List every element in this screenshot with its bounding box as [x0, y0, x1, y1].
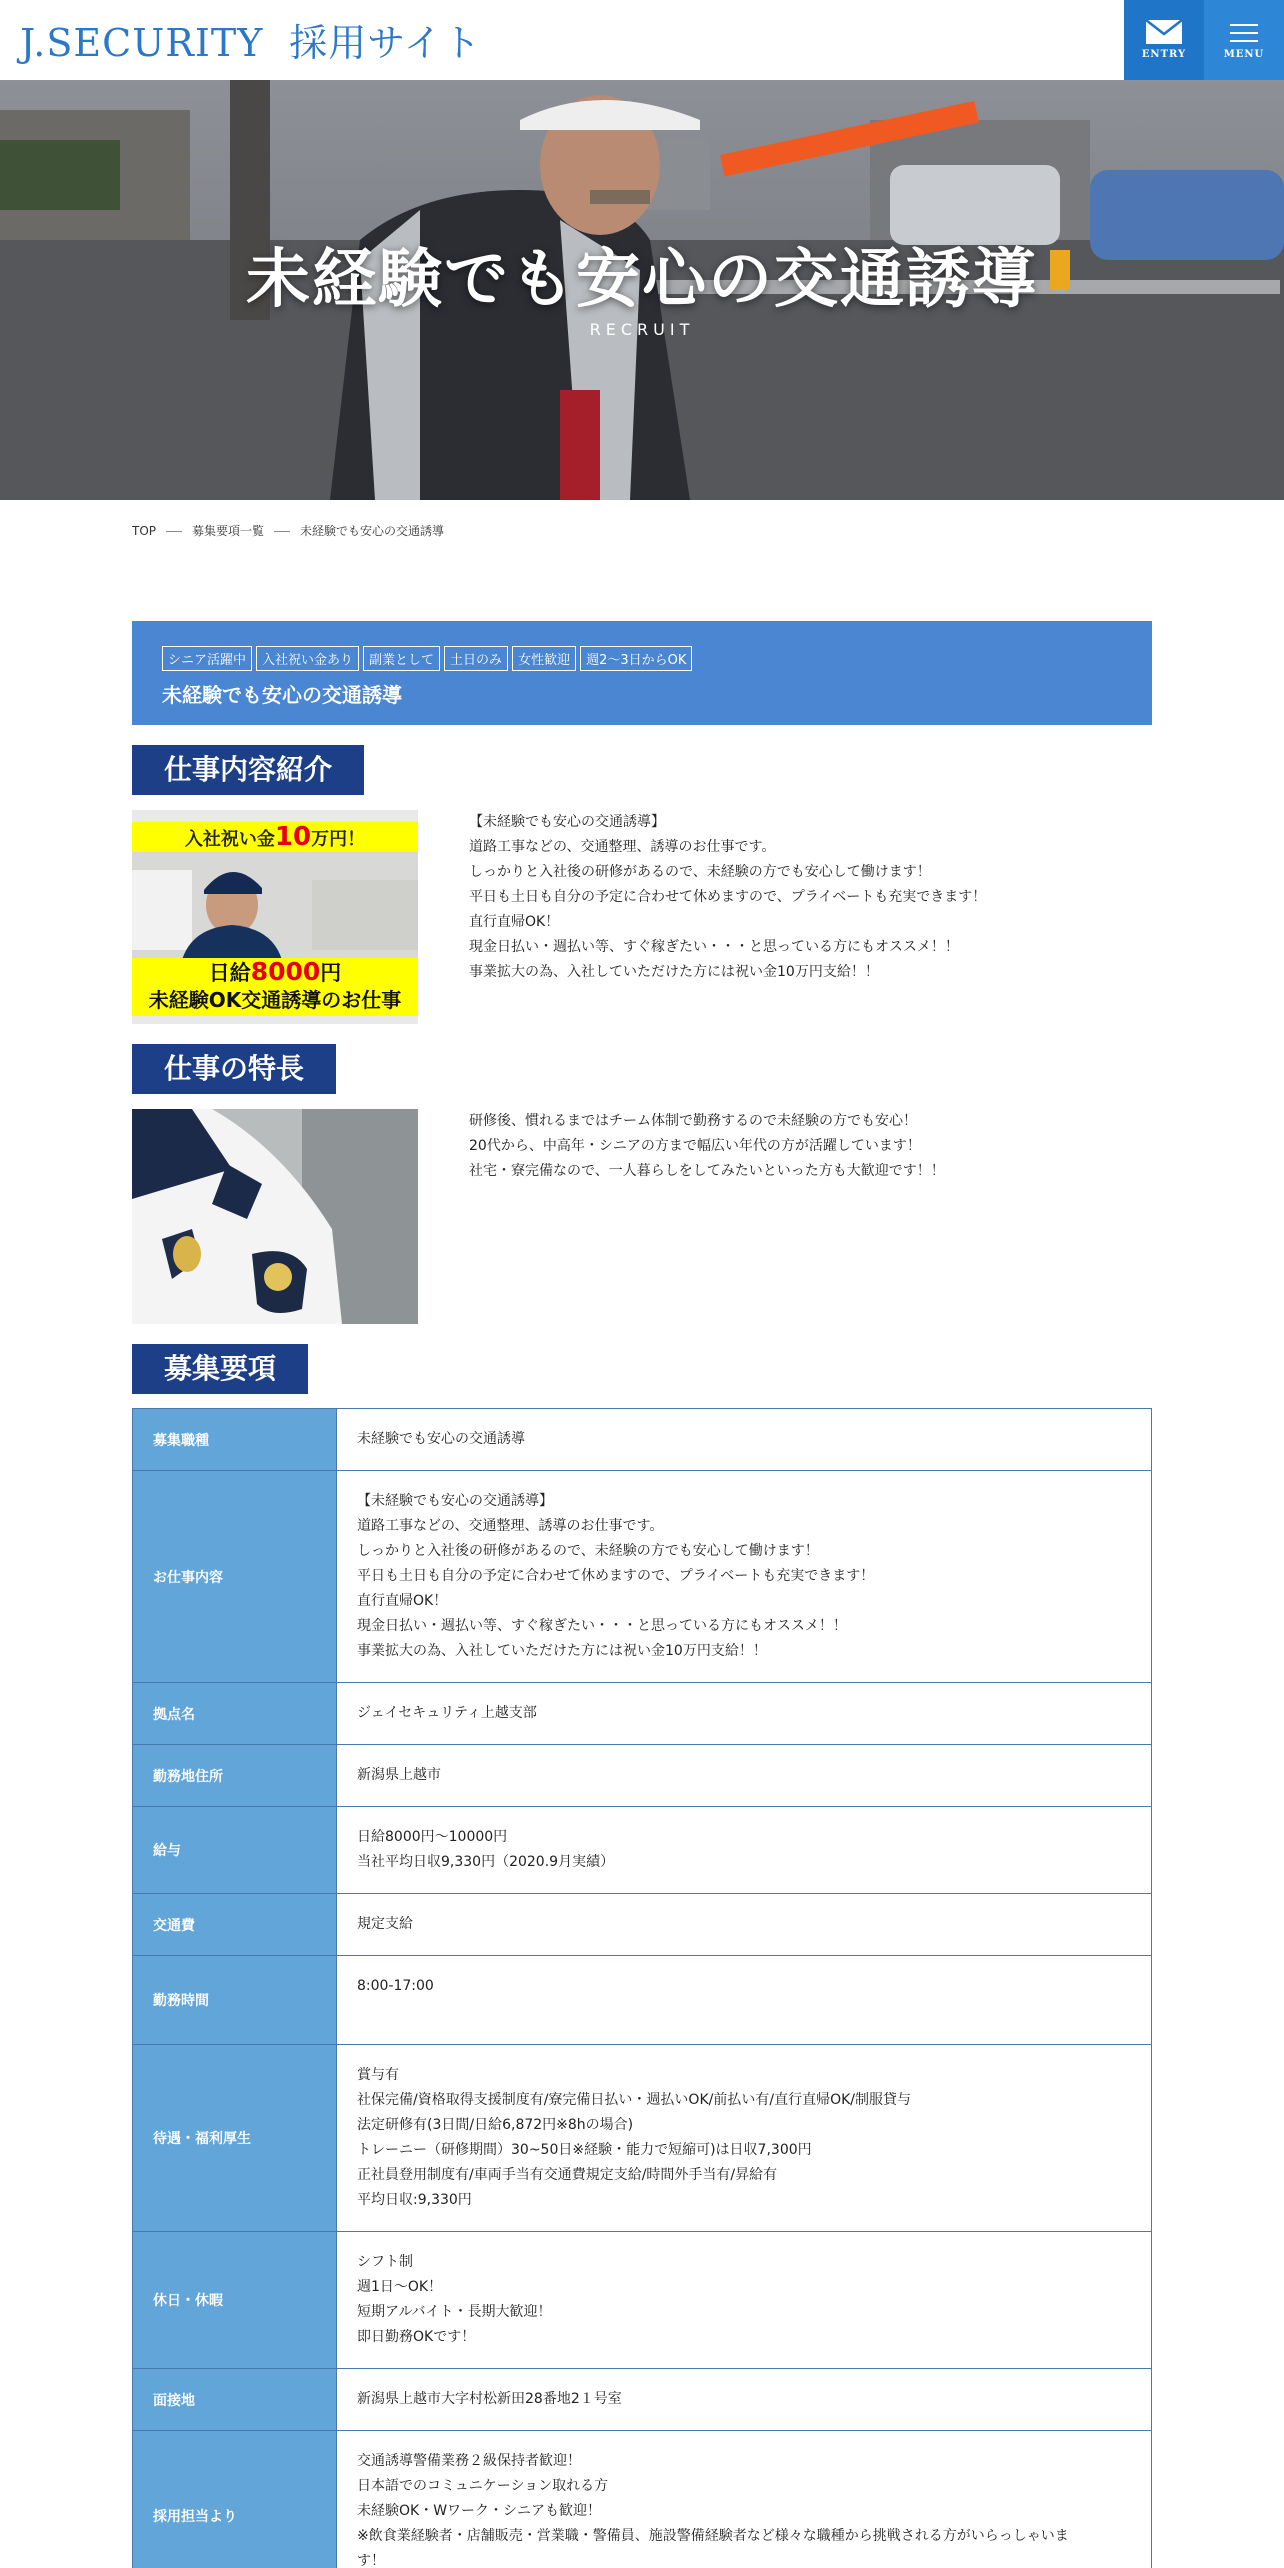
text-line: しっかりと入社後の研修があるので、未経験の方でも安心して働けます！ [469, 864, 931, 880]
text-line: 20代から、中高年・シニアの方まで幅広い年代の方が活躍しています！ [469, 1138, 921, 1154]
job-banner [132, 621, 1152, 725]
row-label: 勤務地住所 [133, 1745, 337, 1807]
value-line: 8:00-17:00 [357, 1978, 434, 1994]
value-line: しっかりと入社後の研修があるので、未経験の方でも安心して働けます！ [357, 1543, 819, 1559]
requirements-table [132, 1408, 1152, 2568]
value-line: 未経験でも安心の交通誘導 [357, 1431, 525, 1447]
value-line: 事業拡大の為、入社していただけた方には祝い金10万円支給！！ [357, 1643, 767, 1659]
uniform-photo [132, 1109, 418, 1324]
row-label: 拠点名 [133, 1683, 337, 1745]
breadcrumb-top[interactable]: TOP [132, 524, 157, 538]
job-tag: 土日のみ [444, 646, 508, 671]
menu-button[interactable] [1204, 0, 1284, 80]
value-line: 日本語でのコミュニケーション取れる方 [357, 2478, 609, 2494]
row-value [337, 2431, 1152, 2568]
value-line: 【未経験でも安心の交通誘導】 [357, 1493, 553, 1509]
row-value [337, 1807, 1152, 1894]
value-line: シフト制 [357, 2254, 413, 2270]
job-title: 未経験でも安心の交通誘導 [162, 683, 402, 707]
value-line: 法定研修有(3日間/日給6,872円※8hの場合) [357, 2117, 634, 2133]
row-label: 交通費 [133, 1894, 337, 1956]
hero-subtitle: RECRUIT [589, 320, 695, 339]
breadcrumb-list[interactable]: 募集要項一覧 [192, 524, 265, 538]
table-row [133, 2369, 1152, 2431]
table-row [133, 1409, 1152, 1471]
value-line: 正社員登用制度有/車両手当有交通費規定支給/時間外手当有/昇給有 [357, 2167, 778, 2183]
promo-image [132, 810, 418, 1024]
job-tag: 入社祝い金あり [256, 646, 359, 671]
row-value [337, 1745, 1152, 1807]
text-line: 事業拡大の為、入社していただけた方には祝い金10万円支給！！ [469, 964, 879, 980]
row-label: 面接地 [133, 2369, 337, 2431]
value-line: トレーニー（研修期間）30~50日※経験・能力で短縮可)は日収7,300円 [357, 2142, 812, 2158]
row-value [337, 1956, 1152, 2045]
value-line: 当社平均日収9,330円（2020.9月実績） [357, 1854, 615, 1870]
requirements-heading: 募集要項 [132, 1344, 308, 1394]
promo-wage-band [132, 958, 418, 1016]
text-line: 道路工事などの、交通整理、誘導のお仕事です。 [469, 839, 776, 855]
table-row [133, 1683, 1152, 1745]
row-label: 待遇・福利厚生 [133, 2045, 337, 2232]
value-line: す！ [357, 2553, 385, 2568]
text-line: 直行直帰OK！ [469, 914, 560, 930]
logo-subtitle: 採用サイト [289, 21, 482, 65]
promo-bonus-pre: 入社祝い金 [184, 829, 275, 850]
row-label: 給与 [133, 1807, 337, 1894]
value-line: ジェイセキュリティ上越支部 [357, 1705, 537, 1721]
mail-icon [1146, 20, 1182, 44]
table-row [133, 2232, 1152, 2369]
entry-label: ENTRY [1141, 49, 1187, 60]
job-tag: シニア活躍中 [162, 646, 252, 671]
text-line: 社宅・寮完備なので、一人暮らしをしてみたいといった方も大歓迎です！！ [469, 1163, 945, 1179]
work-intro-text [469, 810, 1169, 985]
value-line: 短期アルバイト・長期大歓迎！ [357, 2304, 552, 2320]
value-line: 未経験OK・Wワーク・シニアも歓迎！ [357, 2503, 602, 2519]
breadcrumb-separator [274, 531, 290, 532]
promo-daily-post: 円 [320, 961, 342, 985]
row-value [337, 2232, 1152, 2369]
table-row [133, 1894, 1152, 1956]
value-line: 平均日収:9,330円 [357, 2192, 472, 2208]
table-row [133, 1807, 1152, 1894]
value-line: 賞与有 [357, 2067, 399, 2083]
row-label: 勤務時間 [133, 1956, 337, 2045]
value-line: 道路工事などの、交通整理、誘導のお仕事です。 [357, 1518, 664, 1534]
promo-bonus-amount: 10 [274, 822, 312, 852]
features-heading: 仕事の特長 [132, 1044, 336, 1094]
entry-button[interactable] [1124, 0, 1204, 80]
table-row [133, 1471, 1152, 1683]
table-row [133, 1956, 1152, 2045]
hero-title: 未経験でも安心の交通誘導 [246, 243, 1038, 317]
text-line: 研修後、慣れるまではチーム体制で勤務するので未経験の方でも安心！ [469, 1113, 917, 1129]
promo-tagline: 未経験OK交通誘導のお仕事 [148, 988, 402, 1012]
row-label: 採用担当より [133, 2431, 337, 2568]
value-line: 社保完備/資格取得支援制度有/寮完備日払い・週払いOK/前払い有/直行直帰OK/制服貸与 [357, 2092, 911, 2108]
value-line: 交通誘導警備業務２級保持者歓迎！ [357, 2453, 581, 2469]
table-row [133, 2431, 1152, 2568]
value-line: 新潟県上越市 [357, 1767, 441, 1783]
row-value [337, 1683, 1152, 1745]
job-tag: 週2～3日からOK [580, 646, 692, 671]
breadcrumb-separator [166, 531, 182, 532]
row-value [337, 1409, 1152, 1471]
work-intro-heading: 仕事内容紹介 [132, 745, 364, 795]
row-label: お仕事内容 [133, 1471, 337, 1683]
text-line: 現金日払い・週払い等、すぐ稼ぎたい・・・と思っている方にもオススメ！！ [469, 939, 959, 955]
job-tag: 副業として [363, 646, 440, 671]
value-line: 平日も土日も自分の予定に合わせて休めますので、プライベートも充実できます！ [357, 1568, 875, 1584]
logo-brand: J.SECURITY [20, 21, 264, 65]
value-line: 新潟県上越市大字村松新田28番地2１号室 [357, 2391, 622, 2407]
promo-daily-amount: 8000 [250, 957, 321, 986]
breadcrumb [132, 522, 444, 539]
uniform-image [132, 1109, 418, 1324]
promo-bonus-post: 万円！ [311, 829, 366, 850]
value-line: 直行直帰OK！ [357, 1593, 448, 1609]
text-line: 【未経験でも安心の交通誘導】 [469, 814, 665, 830]
site-logo[interactable] [20, 12, 482, 67]
promo-daily-pre: 日給 [208, 961, 251, 985]
row-value [337, 1471, 1152, 1683]
table-row [133, 1745, 1152, 1807]
job-tags [162, 646, 696, 671]
site-header [0, 0, 1284, 80]
table-row [133, 2045, 1152, 2232]
menu-label: MENU [1223, 49, 1265, 60]
row-value [337, 1894, 1152, 1956]
value-line: 週1日～OK！ [357, 2279, 443, 2295]
breadcrumb-current: 未経験でも安心の交通誘導 [300, 524, 445, 538]
value-line: 即日勤務OKです！ [357, 2329, 476, 2345]
row-label: 募集職種 [133, 1409, 337, 1471]
value-line: 現金日払い・週払い等、すぐ稼ぎたい・・・と思っている方にもオススメ！！ [357, 1618, 847, 1634]
row-label: 休日・休暇 [133, 2232, 337, 2369]
value-line: 規定支給 [357, 1916, 413, 1932]
row-value [337, 2369, 1152, 2431]
hero-banner [0, 80, 1284, 500]
features-text [469, 1109, 1169, 1184]
text-line: 平日も土日も自分の予定に合わせて休めますので、プライベートも充実できます！ [469, 889, 987, 905]
job-tag: 女性歓迎 [512, 646, 576, 671]
row-value [337, 2045, 1152, 2232]
value-line: 日給8000円～10000円 [357, 1829, 508, 1845]
promo-bonus-band [132, 822, 418, 852]
value-line: ※飲食業経験者・店舗販売・営業職・警備員、施設警備経験者など様々な職種から挑戦される方がいらっしゃいま [357, 2528, 1069, 2544]
